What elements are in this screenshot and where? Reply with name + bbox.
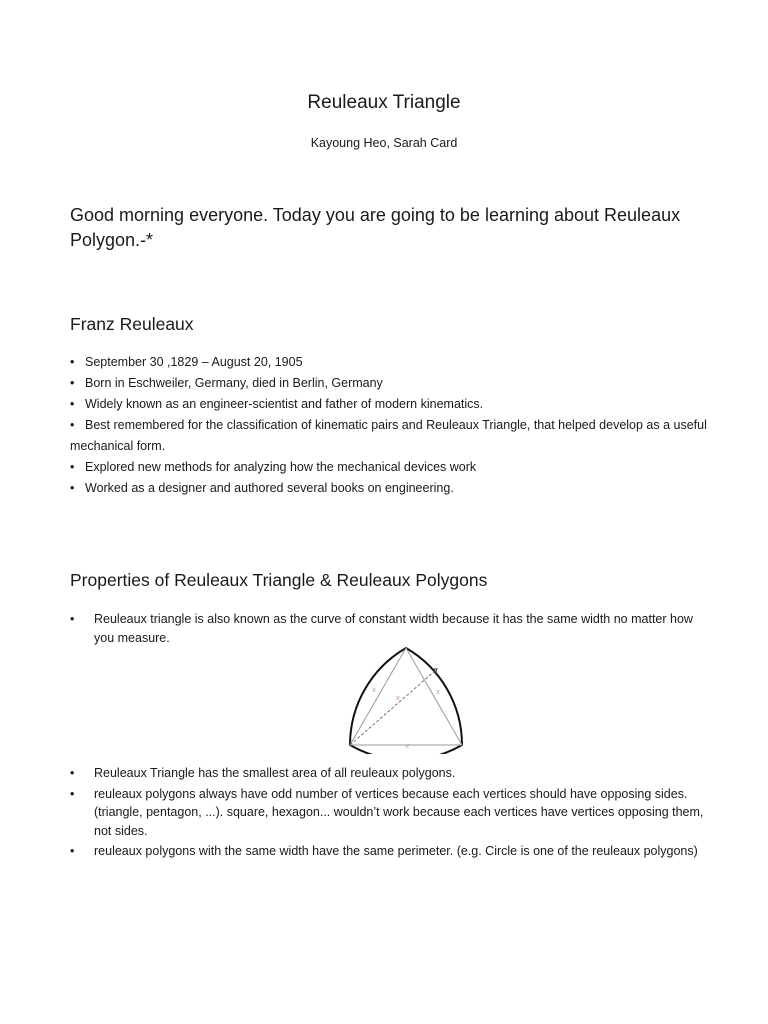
bullet-icon: • (70, 376, 75, 390)
list-item (70, 764, 710, 783)
list-item-text: Explored new methods for analyzing how the mechanical devices work (85, 460, 477, 474)
list-item-text: September 30 ,1829 – August 20, 1905 (85, 355, 303, 369)
side-label: x (436, 688, 441, 696)
reuleaux-outline (350, 648, 462, 754)
reuleaux-triangle-figure (344, 642, 468, 754)
list-item-text: Reuleaux triangle is also known as the curve of constant width because it has the same width no matter how you measure. (94, 612, 693, 645)
bullet-icon: • (70, 612, 75, 626)
intro-paragraph: Good morning everyone. Today you are going to be learning about Reuleaux Polygon.-* (70, 205, 681, 250)
section-heading-properties: Properties of Reuleaux Triangle & Reuleaux Polygons (70, 570, 488, 590)
bullet-icon: • (70, 481, 75, 495)
list-item (70, 478, 710, 499)
list-item (70, 785, 710, 841)
side-label: x (396, 694, 401, 702)
bullet-icon: • (70, 786, 75, 801)
bullet-icon: • (70, 766, 75, 780)
list-item (70, 373, 710, 394)
list-item (70, 394, 710, 415)
bullet-icon: • (70, 397, 75, 411)
side-label: x (372, 686, 377, 694)
list-item-text: Worked as a designer and authored several books on engineering. (85, 481, 454, 495)
list-item-text: reuleaux polygons always have odd number of vertices because each vertices should have opposing sides. (triangle, pentagon, ...). square, hexagon... wouldn’t work because each vertices have vertices opposing them, not sides. (94, 786, 704, 838)
width-measure-line (350, 670, 436, 745)
side-label: x (405, 742, 410, 750)
bullet-icon: • (70, 418, 75, 432)
section-heading-franz-reuleaux: Franz Reuleaux (70, 314, 194, 334)
document-authors: Kayoung Heo, Sarah Card (310, 136, 458, 150)
properties-list-bottom (70, 764, 710, 861)
list-item-text: Widely known as an engineer-scientist and father of modern kinematics. (85, 397, 484, 411)
list-item (70, 352, 710, 373)
bullet-icon: • (70, 844, 75, 858)
list-item-text: reuleaux polygons with the same width have the same perimeter. (e.g. Circle is one of the reuleaux polygons) (94, 844, 698, 858)
bullet-icon: • (70, 460, 75, 474)
list-item-text: Reuleaux Triangle has the smallest area of all reuleaux polygons. (94, 766, 456, 780)
list-item (70, 457, 710, 478)
bullet-icon: • (70, 355, 75, 369)
list-item (70, 842, 710, 861)
list-item (70, 415, 710, 457)
list-item-text: Born in Eschweiler, Germany, died in Berlin, Germany (85, 376, 383, 390)
biography-list (70, 352, 710, 499)
document-title: Reuleaux Triangle (307, 92, 461, 113)
list-item-text: Best remembered for the classification of kinematic pairs and Reuleaux Triangle, that helped develop as a useful mechanical form. (70, 418, 707, 453)
